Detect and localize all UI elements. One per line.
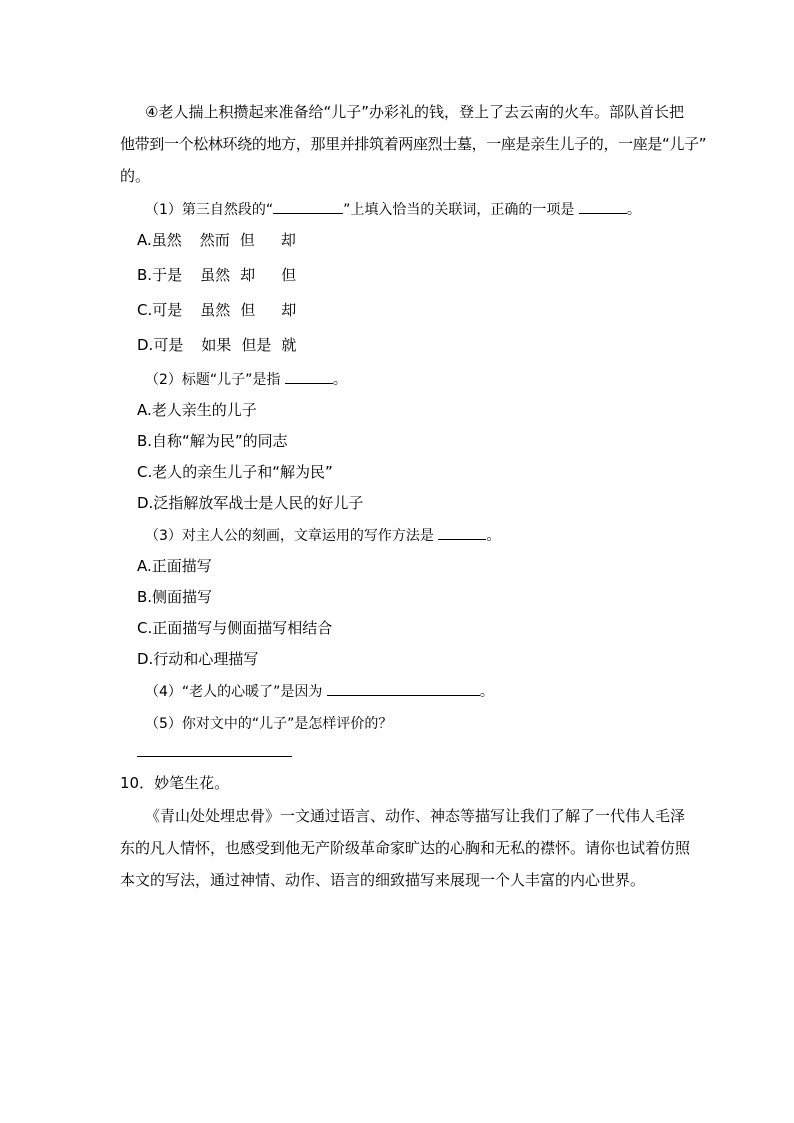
q3-option-a[interactable]: A.正面描写 (137, 557, 212, 575)
option-word: 如果 (201, 336, 232, 354)
q3-stem (145, 525, 500, 546)
q3-option-d[interactable]: D.行动和心理描写 (137, 650, 259, 668)
q1-inline-blank[interactable] (273, 199, 343, 214)
option-word: 虽然 (200, 301, 231, 319)
q10-line-1: 《青山处处埋忠骨》一文通过语言、动作、神态等描写让我们了解了一代伟人毛泽 (145, 807, 686, 825)
option-word: 就 (281, 336, 297, 354)
option-word: 但 (281, 266, 297, 284)
passage-line-3: 的。 (120, 167, 151, 185)
q10-line-3: 本文的写法，通过神情、动作、语言的细致描写来展现一个人丰富的内心世界。 (120, 871, 646, 889)
option-word: 却 (240, 266, 256, 284)
q1-answer-blank[interactable] (579, 199, 627, 214)
option-letter: A. (137, 231, 152, 249)
passage-line-2: 他带到一个松林环绕的地方，那里并排筑着两座烈士墓，一座是亲生儿子的，一座是“儿子” (120, 135, 707, 153)
q10-line-2: 东的凡人情怀，也感受到他无产阶级革命家旷达的心胸和无私的襟怀。请你也试着仿照 (120, 839, 691, 857)
option-word: 于是 (152, 266, 183, 284)
option-word: 虽然 (151, 231, 182, 249)
q3-stem-text: （3）对主人公的刻画，文章运用的写作方法是 (145, 528, 439, 544)
option-word: 却 (280, 231, 296, 249)
q1-stem-a: （1）第三自然段的“ (145, 202, 274, 218)
q1-option-d[interactable] (137, 335, 296, 355)
q1-stem-b: ”上填入恰当的关联词，正确的一项是 (343, 202, 579, 218)
q3-option-c[interactable]: C.正面描写与侧面描写相结合 (137, 619, 333, 637)
q2-option-d[interactable]: D.泛指解放军战士是人民的好儿子 (137, 494, 364, 512)
q5-stem: （5）你对文中的“儿子”是怎样评价的？ (145, 716, 393, 732)
q5-answer-line[interactable] (137, 756, 292, 757)
q4-answer-blank[interactable] (327, 681, 480, 696)
option-letter: C. (137, 301, 153, 319)
q3-option-b[interactable]: B.侧面描写 (137, 588, 213, 606)
q2-stem-end: 。 (332, 372, 347, 388)
option-word: 虽然 (200, 266, 231, 284)
option-word: 却 (281, 301, 297, 319)
q1-option-b[interactable] (137, 265, 296, 285)
q1-stem-c: 。 (626, 202, 641, 218)
q2-option-b[interactable]: B.自称“解为民”的同志 (137, 432, 288, 450)
q10-title: 10．妙笔生花。 (120, 774, 230, 792)
q2-answer-blank[interactable] (285, 369, 333, 384)
q2-stem (145, 369, 347, 390)
q2-option-a[interactable]: A.老人亲生的儿子 (137, 401, 257, 419)
q4-stem-text: （4）“老人的心暖了”是因为 (145, 684, 327, 700)
q4-stem (145, 681, 494, 702)
option-word: 可是 (153, 336, 184, 354)
option-letter: B. (137, 266, 153, 284)
option-letter: D. (137, 336, 154, 354)
option-word: 但 (240, 301, 256, 319)
option-word: 但 (239, 231, 255, 249)
q1-option-a[interactable] (137, 230, 296, 250)
option-word: 但是 (241, 336, 272, 354)
q2-option-c[interactable]: C.老人的亲生儿子和“解为民” (137, 463, 333, 481)
option-word: 然而 (199, 231, 230, 249)
q1-stem (145, 199, 641, 220)
q3-answer-blank[interactable] (438, 525, 486, 540)
q1-option-c[interactable] (137, 300, 296, 320)
q4-stem-end: 。 (479, 684, 494, 700)
q2-stem-text: （2）标题“儿子”是指 (145, 372, 285, 388)
q3-stem-end: 。 (486, 528, 501, 544)
passage-line-1: ④老人揣上积攒起来准备给“儿子”办彩礼的钱，登上了去云南的火车。部队首长把 (145, 103, 684, 121)
option-word: 可是 (152, 301, 183, 319)
